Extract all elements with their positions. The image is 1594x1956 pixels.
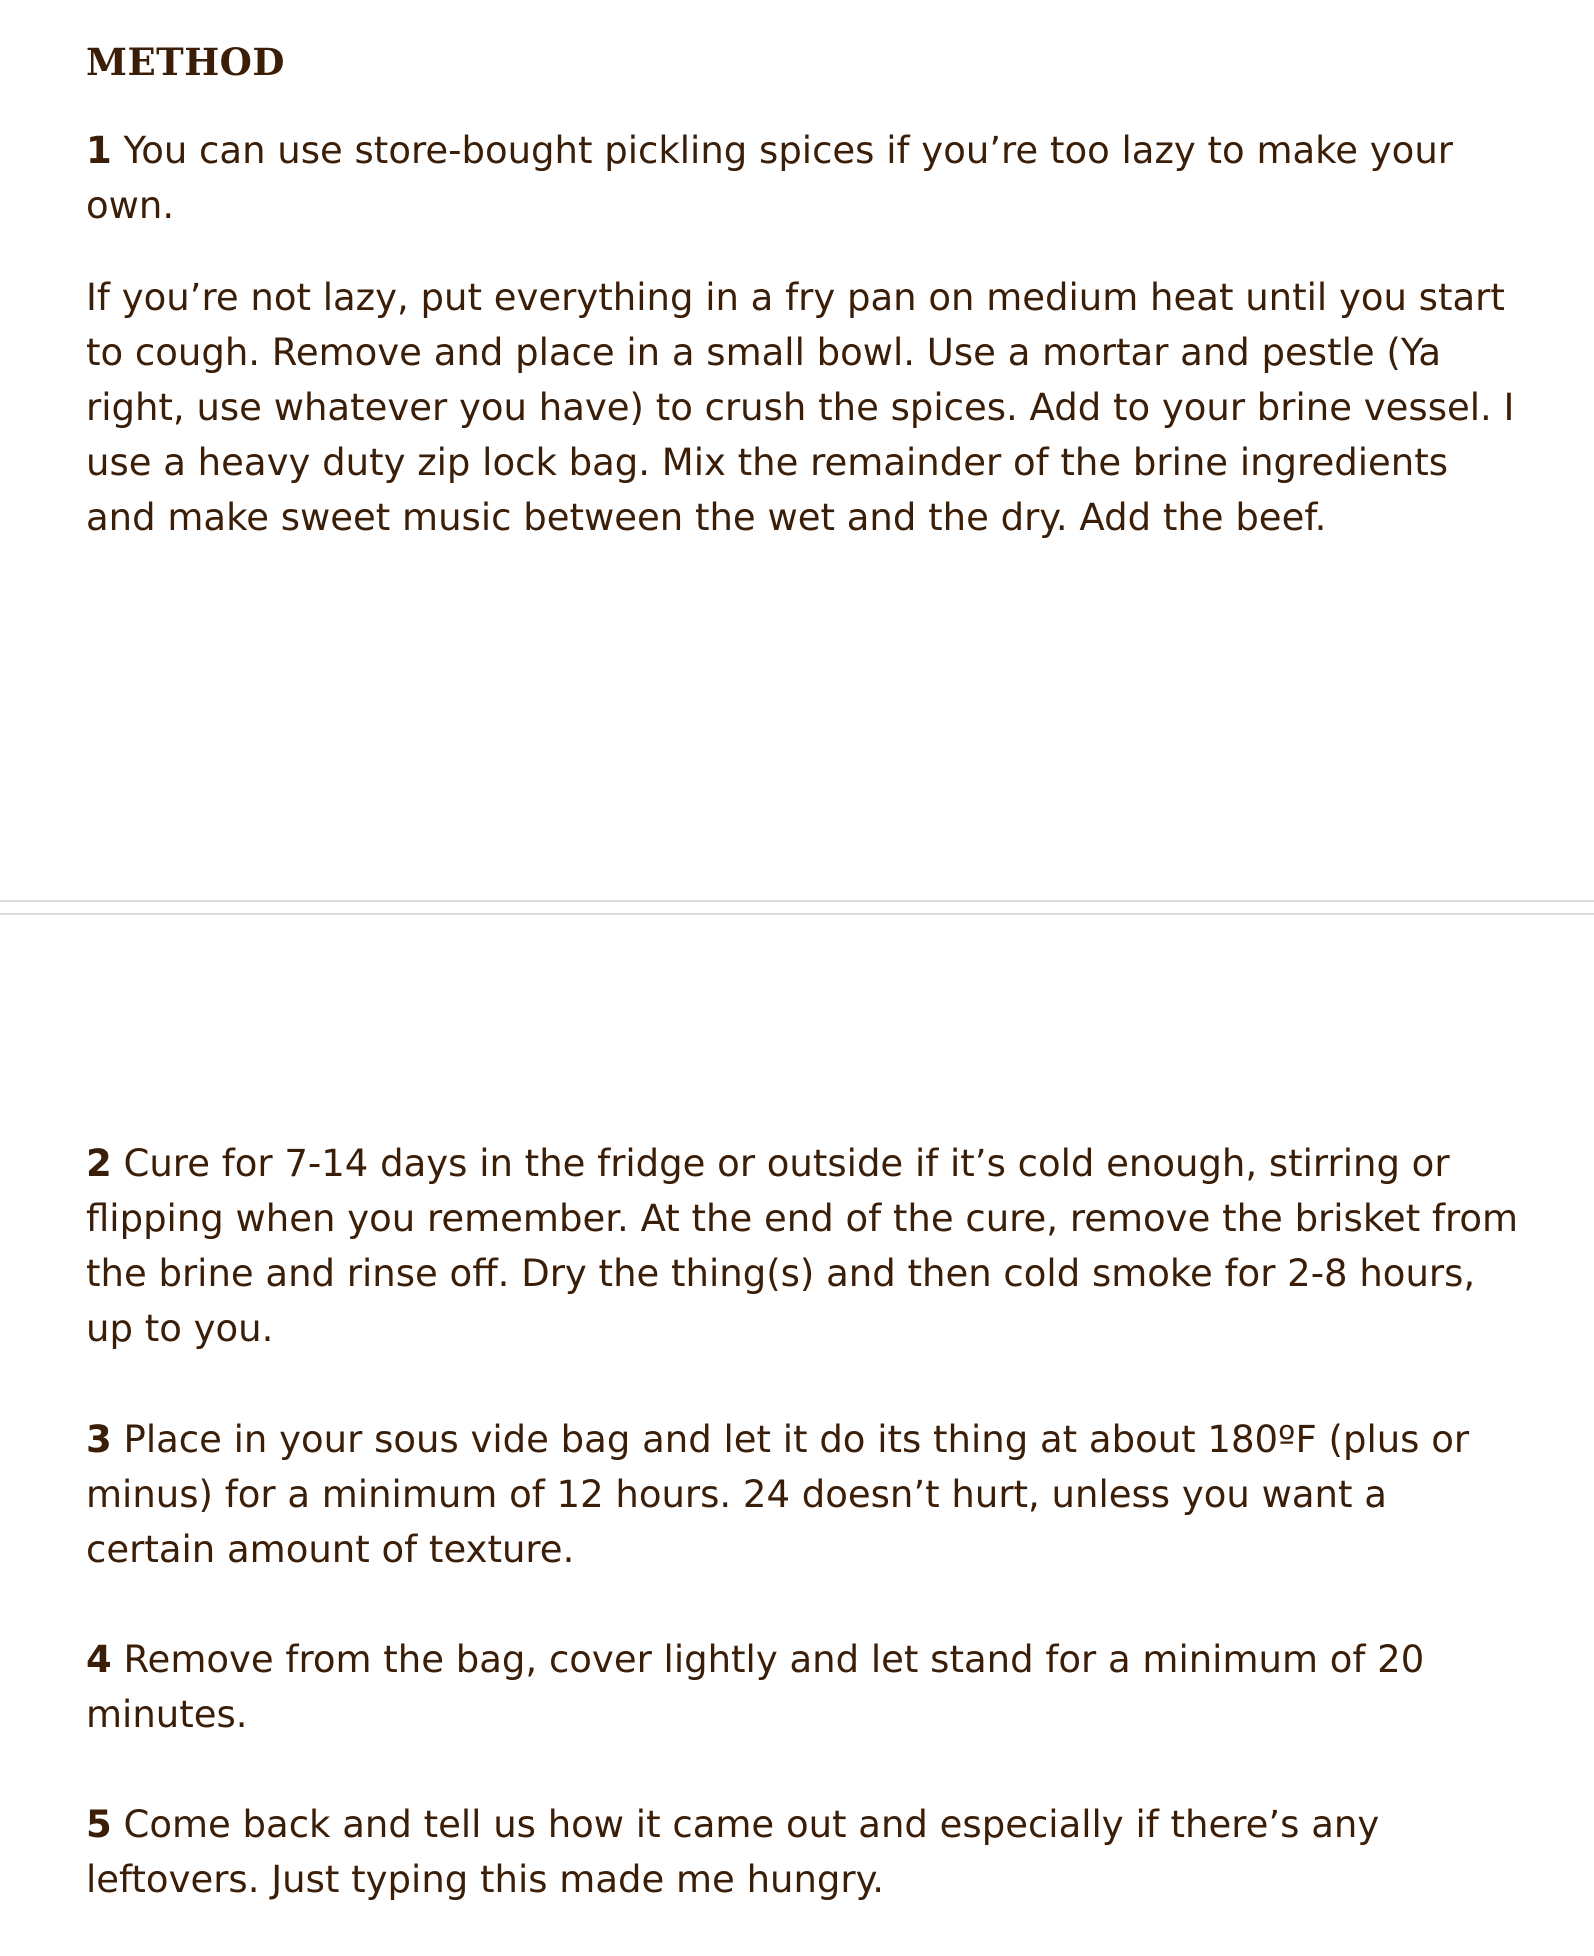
step-3: [86, 1412, 1526, 1577]
step-2: [86, 1136, 1526, 1356]
step-3-text: Place in your sous vide bag and let it do its thing at about 180ºF (plus or minus) for a minimum of 12 hours. 24 doesn’t hurt, unless you want a certain amount of texture.: [86, 1418, 1470, 1571]
divider-line: [0, 900, 1594, 902]
step-number: 5: [86, 1803, 112, 1846]
step-5-text: Come back and tell us how it came out and especially if there’s any leftovers. Just typing this made me hungry.: [86, 1803, 1380, 1901]
step-number: 3: [86, 1418, 112, 1461]
step-4: [86, 1632, 1526, 1742]
step-5: [86, 1797, 1526, 1907]
divider-line: [0, 913, 1594, 915]
step-1: [86, 123, 1526, 233]
step-4-text: Remove from the bag, cover lightly and let stand for a minimum of 20 minutes.: [86, 1638, 1425, 1736]
step-1-detail: If you’re not lazy, put everything in a fry pan on medium heat until you start to cough. Remove and place in a small bowl. Use a mortar and pestle (Ya right, use whatever you have) to crush the spices. Add to your brine vessel. I use a heavy duty zip lock bag. Mix the remainder of the brine ingredients and make sweet music between the wet and the dry. Add the beef.: [86, 276, 1515, 539]
step-2-text: Cure for 7-14 days in the fridge or outside if it’s cold enough, stirring or flipping when you remember. At the end of the cure, remove the brisket from the brine and rinse off. Dry the thing(s) and then cold smoke for 2-8 hours, up to you.: [86, 1142, 1519, 1350]
method-heading: METHOD: [86, 40, 285, 84]
step-number: 1: [86, 129, 112, 172]
step-1-text: You can use store-bought pickling spices if you’re too lazy to make your own.: [86, 129, 1453, 227]
step-number: 2: [86, 1142, 112, 1185]
step-number: 4: [86, 1638, 112, 1681]
